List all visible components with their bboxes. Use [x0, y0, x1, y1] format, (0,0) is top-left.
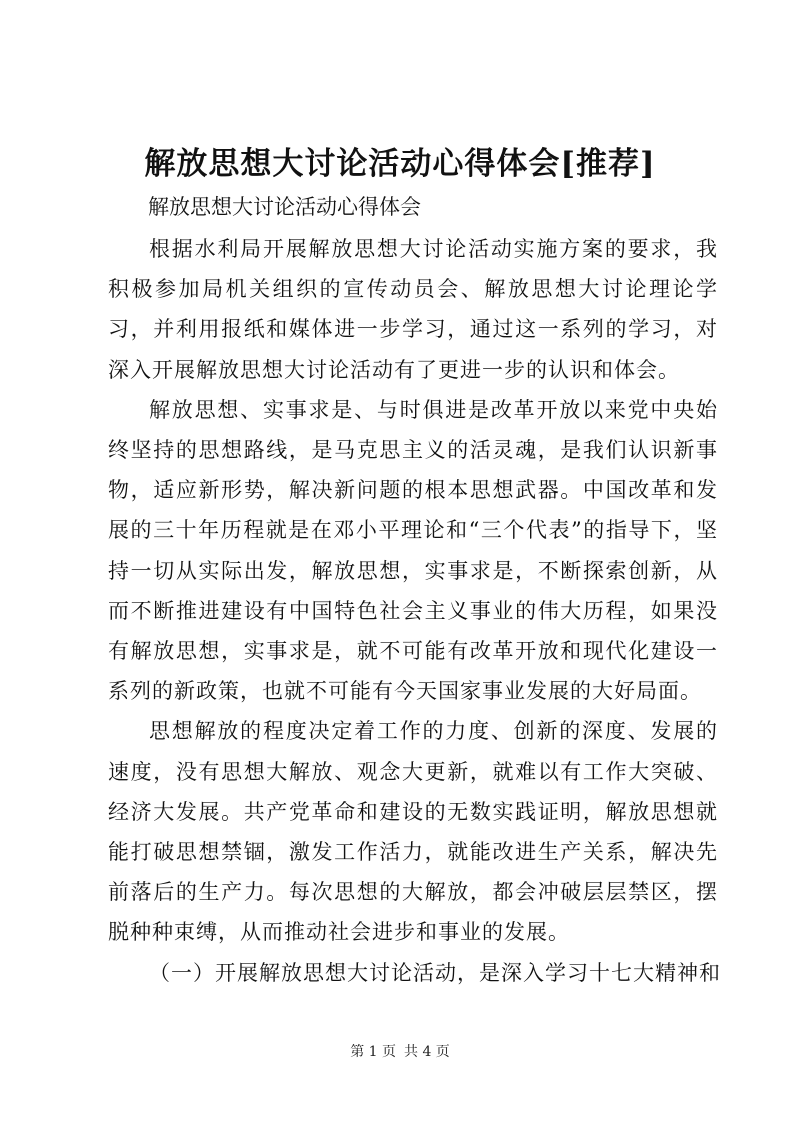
page-total: 共 4 页 — [404, 1044, 450, 1060]
document-subtitle: 解放思想大讨论活动心得体会 — [148, 195, 421, 219]
paragraph: 思想解放的程度决定着工作的力度、创新的深度、发展的速度，没有思想大解放、观念大更新，就难以有工作大突破、经济大发展。共产党革命和建设的无数实践证明，解放思想就能打破思想禁锢，激发工作活力，就能改进生产关系，解决先前落后的生产力。每次思想的大解放，都会冲破层层禁区，摆脱种种束缚，从而推动社会进步和事业的发展。 — [108, 719, 718, 945]
page-number: 第 1 页 — [350, 1044, 396, 1060]
document-body — [108, 188, 721, 993]
document-title: 解放思想大讨论活动心得体会[推荐] — [144, 146, 656, 182]
paragraph: （一）开展解放思想大讨论活动，是深入学习十七大精神和 — [149, 960, 721, 985]
page-footer — [0, 1041, 800, 1061]
paragraph: 解放思想、实事求是、与时俱进是改革开放以来党中央始终坚持的思想路线，是马克思主义的活灵魂，是我们认识新事物，适应新形势，解决新问题的根本思想武器。中国改革和发展的三十年历程就是在邓小平理论和“三个代表”的指导下，坚持一切从实际出发，解放思想，实事求是，不断探索创新，从而不断推进建设有中国特色社会主义事业的伟大历程，如果没有解放思想，实事求是，就不可能有改革开放和现代化建设一系列的新政策，也就不可能有今天国家事业发展的大好局面。 — [108, 397, 718, 704]
paragraph: 根据水利局开展解放思想大讨论活动实施方案的要求，我积极参加局机关组织的宣传动员会、解放思想大讨论理论学习，并利用报纸和媒体进一步学习，通过这一系列的学习，对深入开展解放思想大讨论活动有了更进一步的认识和体会。 — [108, 237, 718, 382]
